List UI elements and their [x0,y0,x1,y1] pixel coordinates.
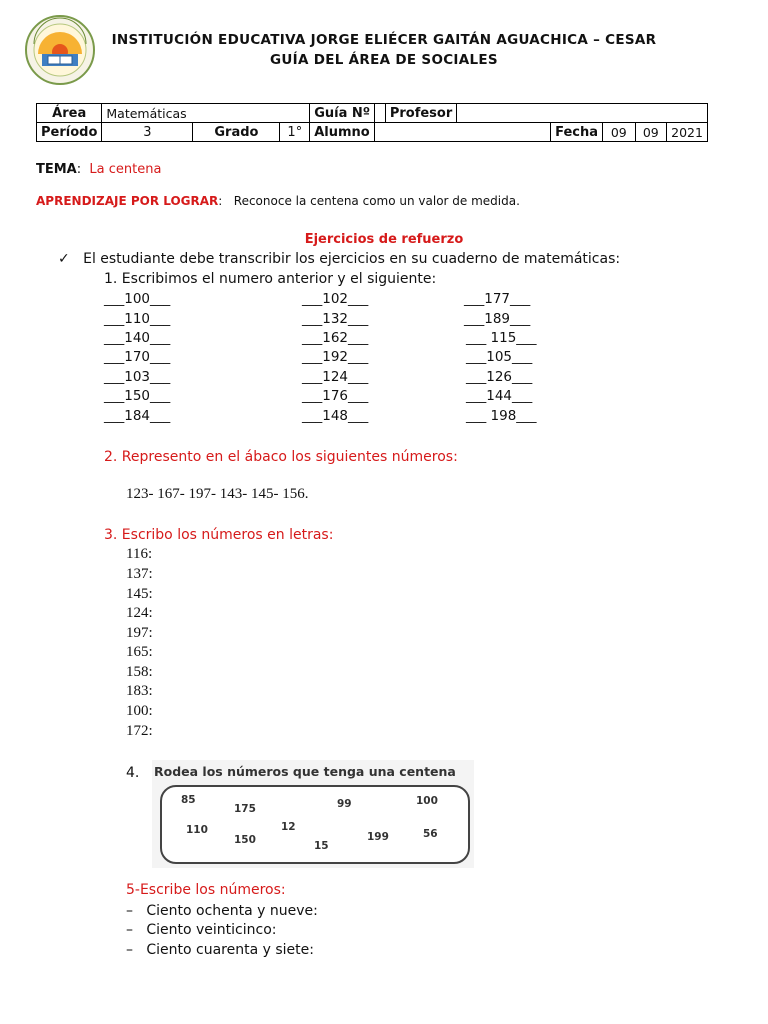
alumno-value [375,123,551,142]
dash-bullet: – [126,922,133,938]
ex1-cell: ___170___ [104,349,171,365]
guia-label: Guía Nº [310,104,375,123]
ex3-item: 145: [126,586,153,602]
ex5-item-text: Ciento veinticinco: [146,922,277,938]
ex4-number-item: 99 [337,798,352,810]
ex4-number-item: 85 [181,794,196,806]
ex5-item-text: Ciento cuarenta y siete: [146,942,314,958]
periodo-value: 3 [102,123,193,142]
fecha-month: 09 [635,123,667,142]
ex2-numbers: 123- 167- 197- 143- 145- 156. [126,486,309,502]
ex1-cell: ___132___ [302,311,369,327]
info-table [36,103,708,142]
ex2-title: 2. Represento en el ábaco los siguientes números: [104,449,458,465]
ex3-item: 137: [126,566,153,582]
ex4-number-item: 100 [416,795,438,807]
grado-value: 1° [280,123,310,142]
ex4-number-item: 56 [423,828,438,840]
ex3-item: 172: [126,723,153,739]
institution-title: INSTITUCIÓN EDUCATIVA JORGE ELIÉCER GAITÁN AGUACHICA – CESAR [111,32,657,48]
instruction-line [58,251,620,267]
ex1-title: 1. Escribimos el numero anterior y el siguiente: [104,271,437,287]
ex4-number-item: 110 [186,824,208,836]
ex4-number-item: 12 [281,821,296,833]
ex1-cell: ___184___ [104,408,171,424]
check-icon: ✓ [58,251,70,267]
ex3-item: 197: [126,625,153,641]
ex1-cell: ___102___ [302,291,369,307]
ex4-number: 4. [126,765,140,781]
ex3-item: 100: [126,703,153,719]
ex1-cell: ___105___ [466,349,533,365]
ex1-cell: ___124___ [302,369,369,385]
aprendizaje-value: Reconoce la centena como un valor de medida. [233,194,520,208]
ex5-item [126,922,277,938]
ex3-item: 183: [126,683,153,699]
ex4-number-item: 199 [367,831,389,843]
ex1-cell: ___ 198___ [466,408,537,424]
ex3-item: 124: [126,605,153,621]
ex1-cell: ___176___ [302,388,369,404]
profesor-label: Profesor [385,104,456,123]
ex3-item: 116: [126,546,153,562]
ex1-cell: ___189___ [464,311,531,327]
ex1-cell: ___192___ [302,349,369,365]
fecha-label: Fecha [551,123,603,142]
ex1-cell: ___140___ [104,330,171,346]
alumno-label: Alumno [310,123,375,142]
ex1-cell: ___103___ [104,369,171,385]
aprendizaje-line: APRENDIZAJE POR LOGRAR: Reconoce la centena como un valor de medida. [36,194,520,208]
ex4-number-item: 175 [234,803,256,815]
tema-line: TEMA: La centena [36,162,162,177]
ex3-title: 3. Escribo los números en letras: [104,527,334,543]
ex5-item [126,903,318,919]
ex4-title: Rodea los números que tenga una centena [154,764,456,779]
ex3-item: 158: [126,664,153,680]
tema-value: La centena [89,162,162,177]
ex4-number-item: 150 [234,834,256,846]
ex1-cell: ___177___ [464,291,531,307]
ex1-cell: ___150___ [104,388,171,404]
fecha-year: 2021 [667,123,708,142]
ex3-item: 165: [126,644,153,660]
aprendizaje-label: APRENDIZAJE POR LOGRAR [36,194,219,208]
ex4-number-item: 15 [314,840,329,852]
area-value: Matemáticas [102,104,310,123]
ex1-cell: ___162___ [302,330,369,346]
ex5-title: 5-Escribe los números: [126,882,286,898]
school-logo [24,14,96,86]
dash-bullet: – [126,942,133,958]
periodo-label: Período [37,123,102,142]
exercises-title: Ejercicios de refuerzo [304,232,464,247]
ex1-cell: ___148___ [302,408,369,424]
ex5-item [126,942,314,958]
ex1-cell: ___144___ [466,388,533,404]
tema-label: TEMA [36,162,77,177]
ex1-cell: ___110___ [104,311,171,327]
dash-bullet: – [126,903,133,919]
guia-value [375,104,386,123]
fecha-day: 09 [603,123,635,142]
guide-title: GUÍA DEL ÁREA DE SOCIALES [270,52,498,68]
instruction-text: El estudiante debe transcribir los ejercicios en su cuaderno de matemáticas: [83,251,621,267]
ex1-cell: ___ 115___ [466,330,537,346]
grado-label: Grado [193,123,280,142]
ex1-cell: ___100___ [104,291,171,307]
ex1-cell: ___126___ [466,369,533,385]
ex5-item-text: Ciento ochenta y nueve: [146,903,318,919]
profesor-value [457,104,708,123]
area-label: Área [37,104,102,123]
